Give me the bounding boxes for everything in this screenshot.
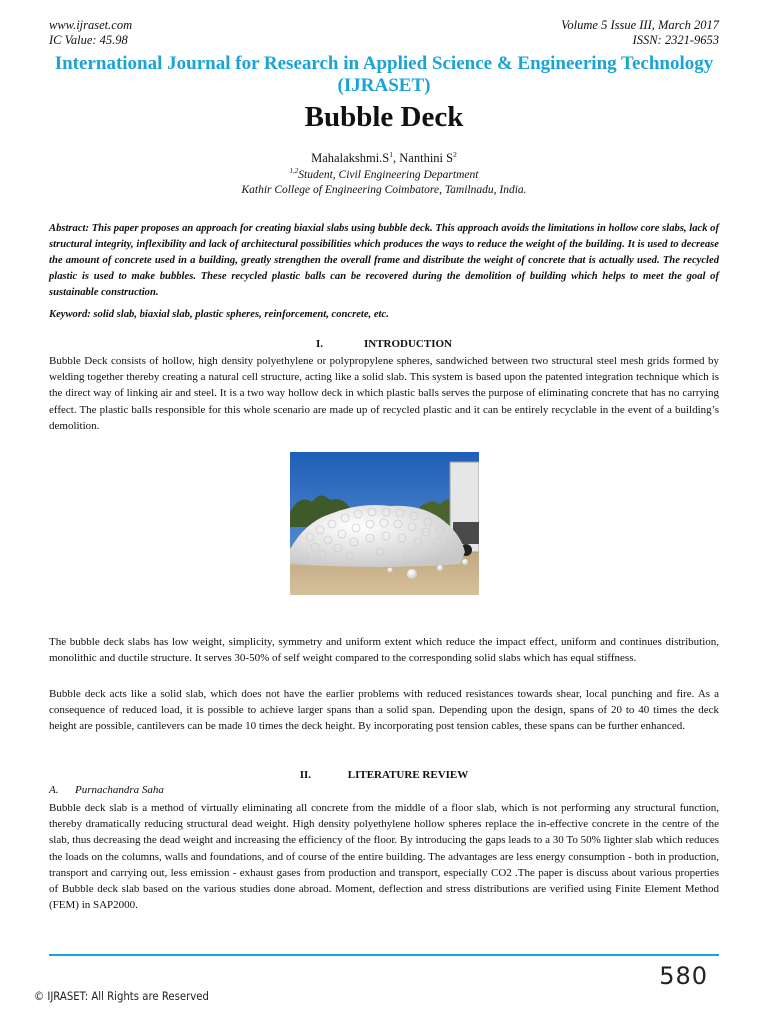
copyright: © IJRASET: All Rights are Reserved	[34, 989, 209, 1003]
body-paragraph-1: The bubble deck slabs has low weight, simplicity, symmetry and uniform extent which reduce the impact effect, uniform and continues distribution, monolithic and ductile structure. It serves 30-50% of self weight compared to the corresponding solid slabs which has equal stiffness.	[49, 636, 719, 665]
literature-paragraph: Bubble deck slab is a method of virtually eliminating all concrete from the middle of a floor slab, which is not performing any structural function, thereby dramatically reducing structural dead weight. High density polyethylene hollow spheres replace the in-effective concrete in the centre of the slab, thus decreasing the dead weight and increasing the efficiency of the floor. By introducing the gaps leads to a 30 To 50% lighter slab which reduces the loads on the columns, walls and foundations, and of course of the entire building. The advantages are less energy consumption - both in production, transport and carrying out, less emission - exhaust gases from production and transport, especially CO2 .The paper is discuss about various properties of Bubble deck slab based on the various studies done abroad. Moment, deflection and stress distributions are verified using Finite Element Method (FEM) in SAP2000.	[49, 802, 719, 912]
author-2-superscript: 2	[453, 149, 457, 159]
subsection-number: A.	[49, 784, 59, 796]
affiliation-superscript: 1,2	[289, 167, 299, 176]
plastic-balls-image	[290, 452, 479, 595]
author-1-superscript: 1	[389, 149, 394, 159]
affiliation-text: Student, Civil Engineering Department	[298, 169, 479, 181]
section-heading-literature-review	[0, 768, 768, 783]
journal-title: International Journal for Research in Applied Science & Engineering Technology (IJRASET)	[54, 53, 714, 96]
section-number: I.	[315, 338, 324, 350]
subsection-title: Purnachandra Saha	[75, 784, 164, 796]
running-header	[49, 18, 719, 48]
ic-value: IC Value: 45.98	[49, 33, 128, 47]
section-title: INTRODUCTION	[363, 338, 452, 350]
section-heading-introduction	[0, 337, 768, 352]
author-line	[0, 150, 768, 166]
journal-website: www.ijraset.com	[49, 18, 133, 32]
keywords: Keyword: solid slab, biaxial slab, plastic spheres, reinforcement, concrete, etc.	[49, 309, 389, 320]
author-separator: ,	[393, 151, 400, 165]
bubble-deck-photo	[290, 452, 479, 595]
section-title: LITERATURE REVIEW	[347, 769, 469, 781]
affiliation	[0, 168, 768, 183]
issn: ISSN: 2321-9653	[632, 33, 719, 47]
section-number: II.	[299, 769, 312, 781]
subsection-heading	[49, 783, 164, 798]
page-number: 580	[659, 962, 708, 990]
college: Kathir College of Engineering Coimbatore, Tamilnadu, India.	[241, 184, 527, 196]
author-2: Nanthini S	[399, 151, 454, 165]
abstract: Abstract: This paper proposes an approach for creating biaxial slabs using bubble deck. This approach avoids the limitations in hollow core slabs, lack of structural integrity, inflexibility and lack of architectural possibilities which produces the ways to reduce the weight of the building. It is used to decrease the amount of concrete used in a building, greatly strengthen the overall frame and distribute the weight of concrete that is actually used. The recycled plastic is used to make bubbles. These recycled plastic balls can be recovered during the demolition of building which helps to meet the goal of sustainable construction.	[49, 223, 719, 299]
footer-divider	[49, 954, 719, 956]
intro-paragraph: Bubble Deck consists of hollow, high density polyethylene or polypropylene spheres, sandwiched between two structural steel mesh grids formed by welding together thereby creating a natural cell structure, acting like a solid slab. This system is based upon the patented integration technique which is the direct way of linking air and steel. It is a two way hollow deck in which plastic balls serves the purpose of eliminating concrete that has no carrying effect. The plastic balls responsible for this whole scenario are made up of recycled plastic and it can be entirely recyclable in the event of a building’s demolition.	[49, 355, 719, 432]
volume-issue: Volume 5 Issue III, March 2017	[561, 18, 719, 32]
body-paragraph-2: Bubble deck acts like a solid slab, which does not have the earlier problems with reduced resistances towards shear, local punching and fire. As a consequence of reduced load, it is possible to achieve larger spans than a solid span. Depending upon the design, spans of 20 to 40 times the deck height are possible, cantilevers can be made 10 times the deck height. By incorporating post tension cables, these spans can be further enhanced.	[49, 688, 719, 733]
author-1: Mahalakshmi.S	[311, 151, 390, 165]
paper-title: Bubble Deck	[304, 101, 464, 133]
